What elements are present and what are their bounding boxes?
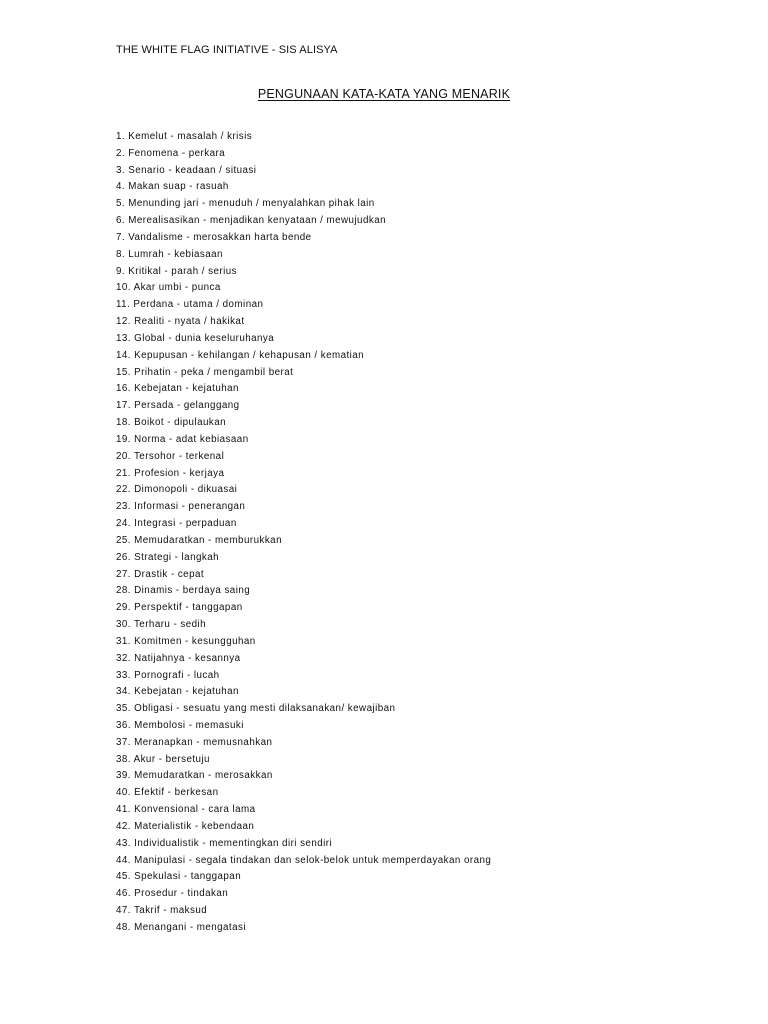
list-item: 25. Memudaratkan - memburukkan: [116, 534, 282, 546]
list-item: 24. Integrasi - perpaduan: [116, 518, 237, 530]
list-item: 22. Dimonopoli - dikuasai: [116, 484, 238, 496]
list-item: 20. Tersohor - terkenal: [116, 450, 225, 462]
list-item: 13. Global - dunia keseluruhanya: [116, 332, 275, 344]
list-item: 48. Menangani - mengatasi: [116, 921, 246, 933]
list-item: 32. Natijahnya - kesannya: [116, 652, 241, 664]
list-item: 44. Manipulasi - segala tindakan dan selok-belok untuk memperdayakan orang: [116, 854, 492, 866]
list-item: 10. Akar umbi - punca: [116, 282, 221, 294]
list-item: 34. Kebejatan - kejatuhan: [116, 686, 239, 698]
list-item: 3. Senario - keadaan / situasi: [116, 164, 257, 176]
list-item: 21. Profesion - kerjaya: [116, 467, 225, 479]
list-item: 26. Strategi - langkah: [116, 551, 220, 563]
list-item: 12. Realiti - nyata / hakikat: [116, 316, 245, 328]
list-item: 27. Drastik - cepat: [116, 568, 205, 580]
list-item: 9. Kritikal - parah / serius: [116, 265, 237, 277]
list-item: 16. Kebejatan - kejatuhan: [116, 383, 239, 395]
list-item: 38. Akur - bersetuju: [116, 753, 210, 765]
list-item: 47. Takrif - maksud: [116, 905, 208, 917]
list-item: 15. Prihatin - peka / mengambil berat: [116, 366, 294, 378]
list-item: 40. Efektif - berkesan: [116, 787, 219, 799]
list-item: 14. Kepupusan - kehilangan / kehapusan / kematian: [116, 349, 365, 361]
list-item: 17. Persada - gelanggang: [116, 400, 240, 412]
list-item: 2. Fenomena - perkara: [116, 147, 226, 159]
list-item: 28. Dinamis - berdaya saing: [116, 585, 251, 597]
list-item: 37. Meranapkan - memusnahkan: [116, 736, 273, 748]
list-item: 45. Spekulasi - tanggapan: [116, 871, 242, 883]
list-item: 43. Individualistik - mementingkan diri sendiri: [116, 837, 333, 849]
list-item: 7. Vandalisme - merosakkan harta bende: [116, 231, 312, 243]
list-item: 5. Menunding jari - menuduh / menyalahkan pihak lain: [116, 198, 375, 210]
list-item: 35. Obligasi - sesuatu yang mesti dilaksanakan/ kewajiban: [116, 703, 396, 715]
list-item: 8. Lumrah - kebiasaan: [116, 248, 223, 260]
list-item: 41. Konvensional - cara lama: [116, 804, 256, 816]
list-item: 39. Memudaratkan - merosakkan: [116, 770, 273, 782]
list-item: 31. Komitmen - kesungguhan: [116, 635, 256, 647]
list-item: 4. Makan suap - rasuah: [116, 181, 229, 193]
list-item: 6. Merealisasikan - menjadikan kenyataan / mewujudkan: [116, 215, 386, 227]
list-item: 19. Norma - adat kebiasaan: [116, 433, 249, 445]
list-item: 11. Perdana - utama / dominan: [116, 299, 264, 311]
list-item: 36. Membolosi - memasuki: [116, 719, 244, 731]
list-item: 1. Kemelut - masalah / krisis: [116, 131, 253, 142]
list-item: 18. Boikot - dipulaukan: [116, 417, 227, 429]
list-item: 46. Prosedur - tindakan: [116, 888, 229, 900]
list-item: 29. Perspektif - tanggapan: [116, 602, 243, 614]
list-item: 23. Informasi - penerangan: [116, 501, 246, 513]
document-title: PENGUNAAN KATA-KATA YANG MENARIK: [257, 87, 511, 101]
page-header: THE WHITE FLAG INITIATIVE - SIS ALISYA: [116, 44, 338, 56]
list-item: 42. Materialistik - kebendaan: [116, 820, 255, 832]
list-item: 30. Terharu - sedih: [116, 619, 207, 631]
list-item: 33. Pornografi - lucah: [116, 669, 220, 681]
word-list: [116, 129, 491, 937]
